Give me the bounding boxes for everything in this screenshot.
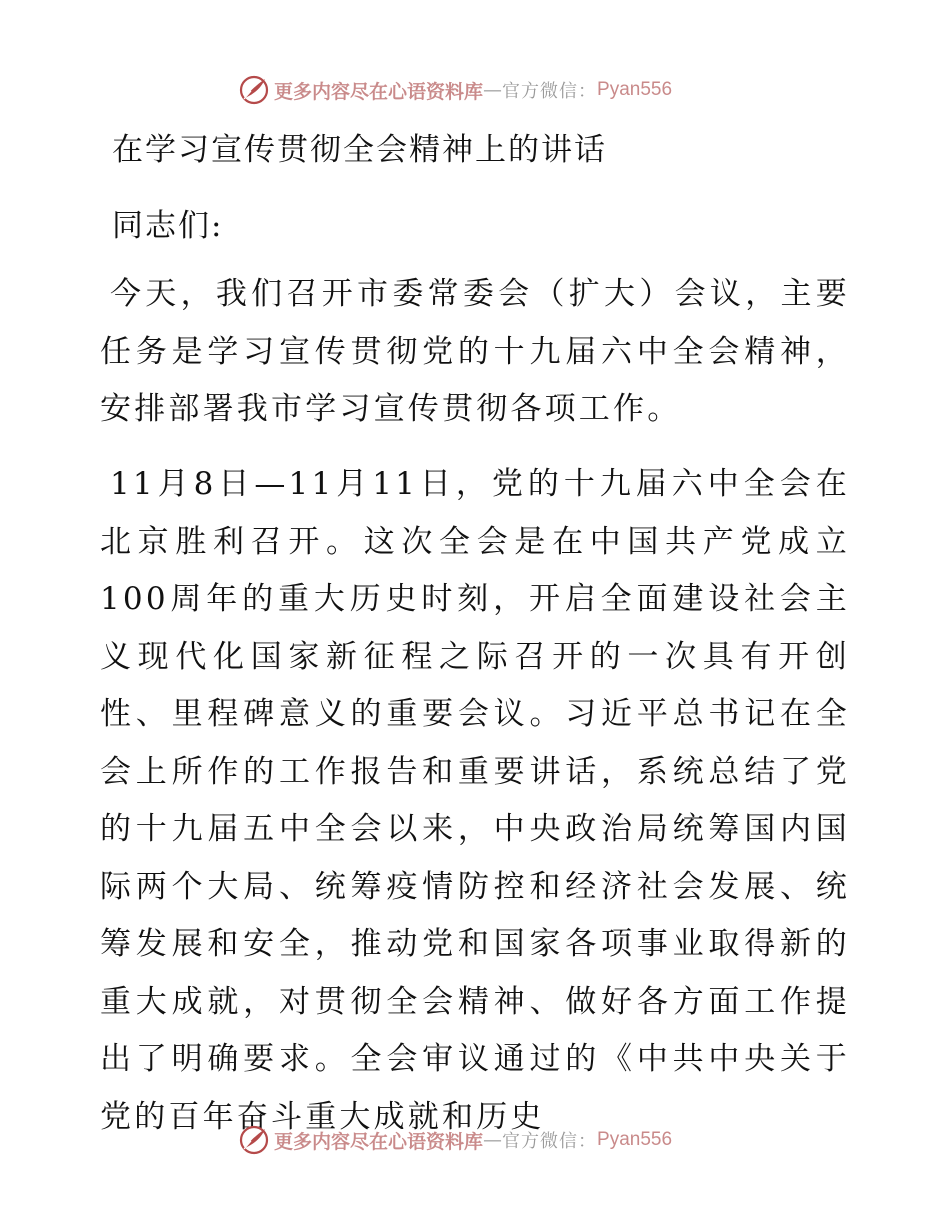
header-watermark (238, 72, 718, 108)
quill-logo-icon (238, 1124, 270, 1156)
paragraph-2: 11月8日—11月11日，党的十九届六中全会在北京胜利召开。这次全会是在中国共产党成立100周年的重大历史时刻，开启全面建设社会主义现代化国家新征程之际召开的一次具有开创性、里程碑意义的重要会议。习近平总书记在全会上所作的工作报告和重要讲话，系统总结了党的十九届五中全会以来，中央政治局统筹国内国际两个大局、统筹疫情防控和经济社会发展、统筹发展和安全，推动党和国家各项事业取得新的重大成就，对贯彻全会精神、做好各方面工作提出了明确要求。全会审议通过的《中共中央关于党的百年奋斗重大成就和历史 (100, 466, 850, 1135)
watermark-separator: — (483, 79, 503, 101)
watermark-separator: — (483, 1129, 503, 1151)
watermark-brand-text: 更多内容尽在心语资料库 (274, 80, 484, 103)
quill-logo-icon (238, 74, 270, 106)
paragraph-1: 今天，我们召开市委常委会（扩大）会议，主要任务是学习宣传贯彻党的十九届六中全会精神，安排部署我市学习宣传贯彻各项工作。 (100, 276, 850, 427)
watermark-wechat-label: 官方微信： (502, 81, 598, 102)
salutation: 同志们: (112, 208, 224, 244)
document-title: 在学习宣传贯彻全会精神上的讲话 (112, 132, 607, 168)
watermark-account: Pyan556 (597, 79, 673, 100)
footer-watermark (238, 1122, 718, 1158)
watermark-brand-text: 更多内容尽在心语资料库 (274, 1130, 484, 1153)
watermark-account: Pyan556 (597, 1129, 673, 1150)
watermark-wechat-label: 官方微信： (502, 1131, 598, 1152)
